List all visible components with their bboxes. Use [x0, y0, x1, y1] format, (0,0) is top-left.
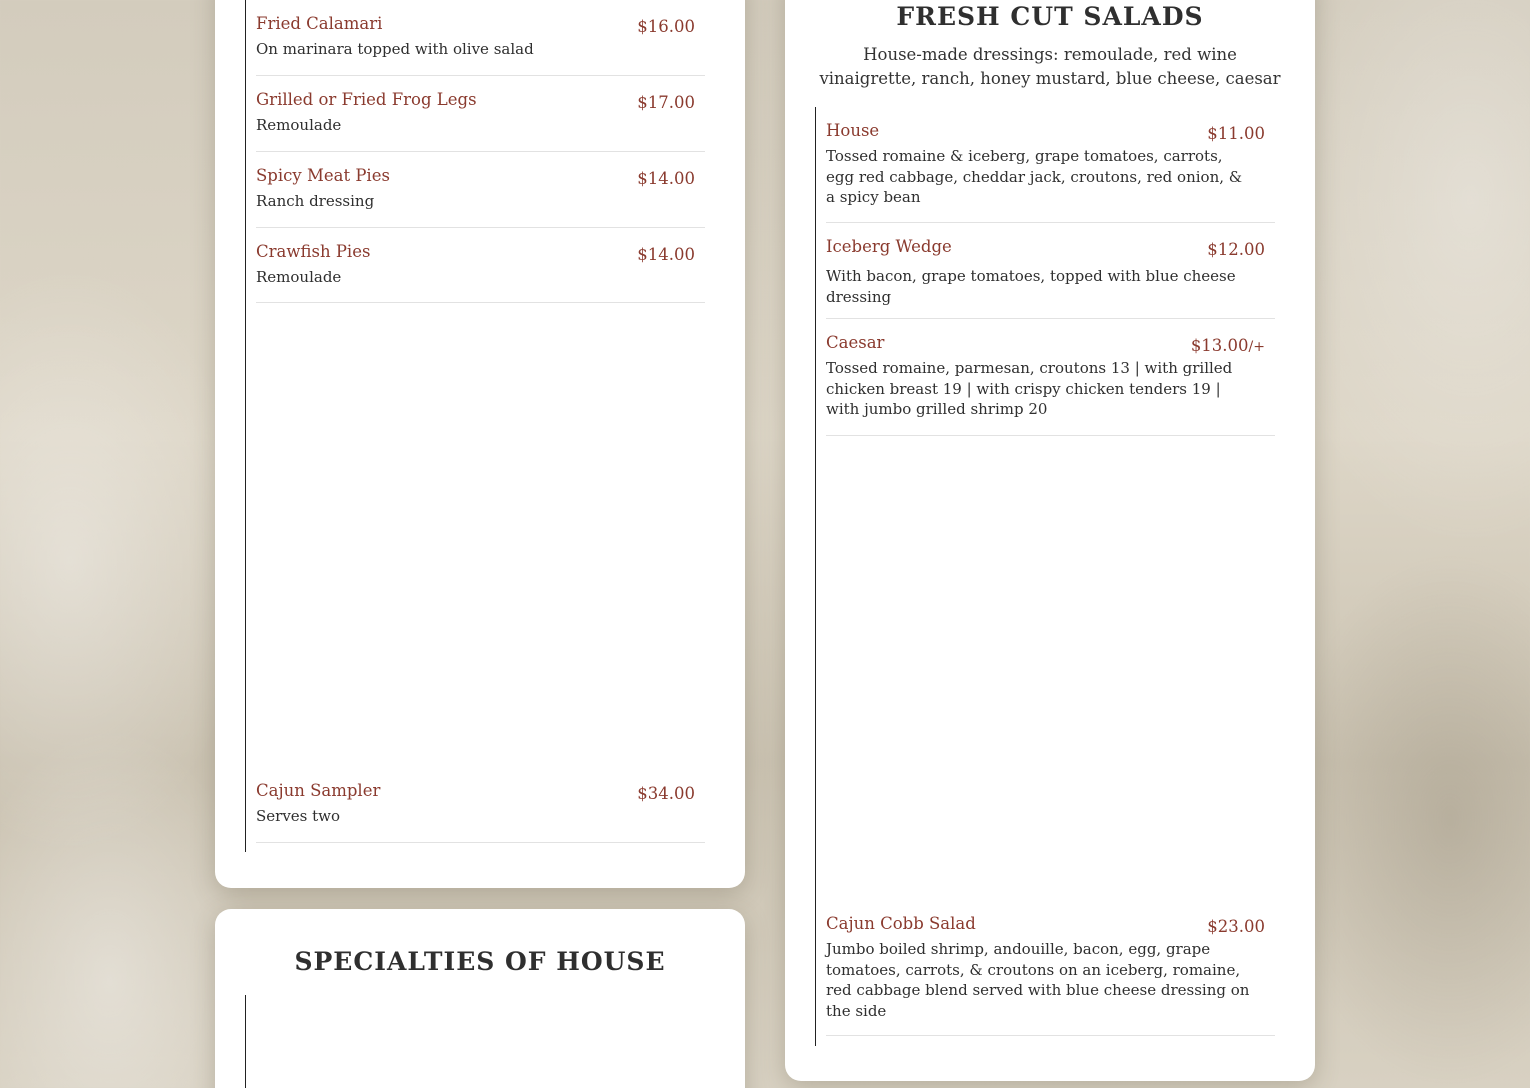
item-price: $23.00	[1207, 917, 1265, 936]
item-name: Crawfish Pies	[256, 242, 371, 261]
item-description: Remoulade	[256, 268, 342, 286]
item-price: $14.00	[637, 245, 695, 264]
section-description: House-made dressings: remoulade, red wine vinaigrette, ranch, honey mustard, blue cheese, caesar	[819, 45, 1281, 88]
item-price: $17.00	[637, 93, 695, 112]
item-name: Caesar	[826, 333, 885, 352]
item-price: $11.00	[1207, 124, 1265, 143]
section-title: SPECIALTIES OF HOUSE	[294, 947, 666, 976]
specialties-divider-line	[245, 995, 246, 1088]
item-price	[1191, 336, 1265, 355]
menu-item	[826, 237, 1275, 319]
item-price: $16.00	[637, 17, 695, 36]
price-amount: $13.00	[1190, 336, 1249, 355]
menu-item	[256, 781, 705, 843]
appetizers-card	[215, 0, 745, 888]
item-price: $34.00	[637, 784, 695, 803]
item-description: On marinara topped with olive salad	[256, 40, 534, 58]
menu-item	[256, 242, 705, 303]
item-name: Iceberg Wedge	[826, 237, 952, 256]
item-name: Fried Calamari	[256, 14, 383, 33]
salads-card	[785, 0, 1315, 1081]
item-name: House	[826, 121, 880, 140]
item-name: Cajun Cobb Salad	[826, 914, 976, 933]
item-description: Remoulade	[256, 116, 342, 134]
item-name: Spicy Meat Pies	[256, 166, 390, 185]
appetizers-divider-line	[245, 0, 246, 852]
item-price: $12.00	[1207, 240, 1265, 259]
menu-item	[826, 333, 1275, 436]
menu-item	[826, 914, 1275, 1036]
item-description: Jumbo boiled shrimp, andouille, bacon, egg, grape tomatoes, carrots, & croutons on an iceberg, romaine, red cabbage blend served with blue cheese dressing on the side	[826, 940, 1250, 1020]
menu-item	[256, 90, 705, 152]
menu-item	[256, 14, 705, 76]
item-description: Tossed romaine & iceberg, grape tomatoes, carrots, egg red cabbage, cheddar jack, croutons, red onion, & a spicy bean	[826, 147, 1243, 206]
item-description: Ranch dressing	[256, 192, 375, 210]
item-description: Tossed romaine, parmesan, croutons 13 | with grilled chicken breast 19 | with crispy chicken tenders 19 | with jumbo grilled shrimp 20	[826, 359, 1233, 418]
item-description: Serves two	[256, 807, 341, 825]
item-name: Grilled or Fried Frog Legs	[256, 90, 477, 109]
item-price: $14.00	[637, 169, 695, 188]
price-suffix: /+	[1248, 339, 1265, 355]
section-title: FRESH CUT SALADS	[896, 2, 1204, 31]
salads-divider-line	[815, 107, 816, 1046]
item-name: Cajun Sampler	[256, 781, 381, 800]
specialties-card	[215, 909, 745, 1088]
item-description: With bacon, grape tomatoes, topped with blue cheese dressing	[826, 267, 1236, 306]
menu-item	[826, 121, 1275, 223]
menu-item	[256, 166, 705, 228]
